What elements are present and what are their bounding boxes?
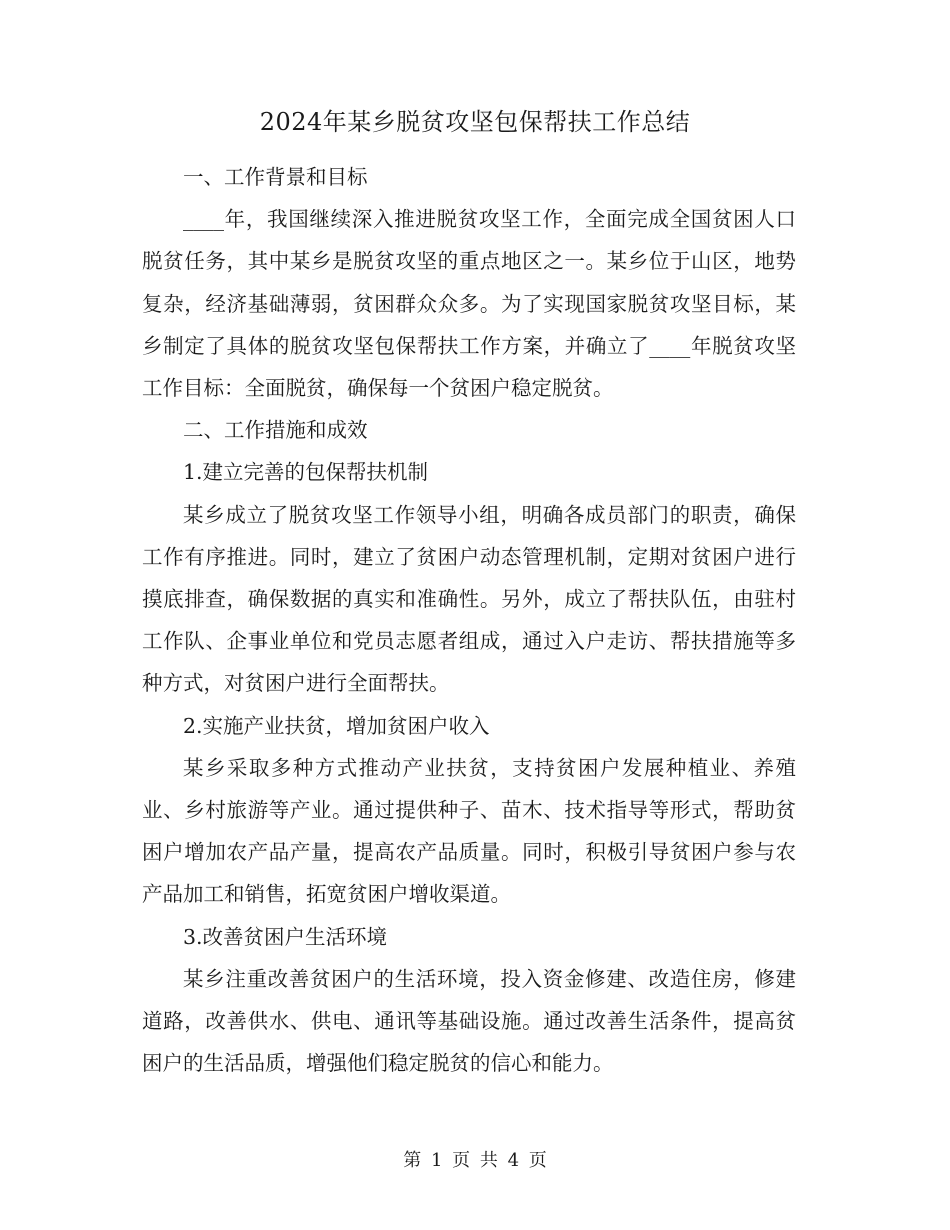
paragraph-industry: 某乡采取多种方式推动产业扶贫，支持贫困户发展种植业、养殖业、乡村旅游等产业。通过提供种子、苗木、技术指导等形式，帮助贫困户增加农产品产量，提高农产品质量。同时，积极引导贫困户参与农产品加工和销售，拓宽贫困户增收渠道。	[142, 755, 796, 907]
subheading-environment: 3.改善贫困户生活环境	[183, 924, 388, 949]
page-footer: 第 1 页 共 4 页	[403, 1150, 547, 1171]
section-heading-background: 一、工作背景和目标	[183, 165, 368, 189]
subheading-industry: 2.实施产业扶贫，增加贫困户收入	[183, 713, 490, 738]
paragraph-background: ____年，我国继续深入推进脱贫攻坚工作，全面完成全国贫困人口脱贫任务，其中某乡是脱贫攻坚的重点地区之一。某乡位于山区，地势复杂，经济基础薄弱，贫困群众众多。为了实现国家脱贫攻坚目标，某乡制定了具体的脱贫攻坚包保帮扶工作方案，并确立了____年脱贫攻坚工作目标：全面脱贫，确保每一个贫困户稳定脱贫。	[142, 207, 796, 401]
document-body	[142, 156, 796, 1084]
section-heading-measures: 二、工作措施和成效	[183, 418, 368, 443]
paragraph-environment: 某乡注重改善贫困户的生活环境，投入资金修建、改造住房，修建道路，改善供水、供电、通讯等基础设施。通过改善生活条件，提高贫困户的生活品质，增强他们稳定脱贫的信心和能力。	[142, 966, 796, 1076]
subheading-mechanism: 1.建立完善的包保帮扶机制	[183, 460, 429, 485]
paragraph-mechanism: 某乡成立了脱贫攻坚工作领导小组，明确各成员部门的职责，确保工作有序推进。同时，建立了贫困户动态管理机制，定期对贫困户进行摸底排查，确保数据的真实和准确性。另外，成立了帮扶队伍，由驻村工作队、企事业单位和党员志愿者组成，通过入户走访、帮扶措施等多种方式，对贫困户进行全面帮扶。	[142, 502, 796, 696]
document-title: 2024年某乡脱贫攻坚包保帮扶工作总结	[259, 108, 691, 136]
